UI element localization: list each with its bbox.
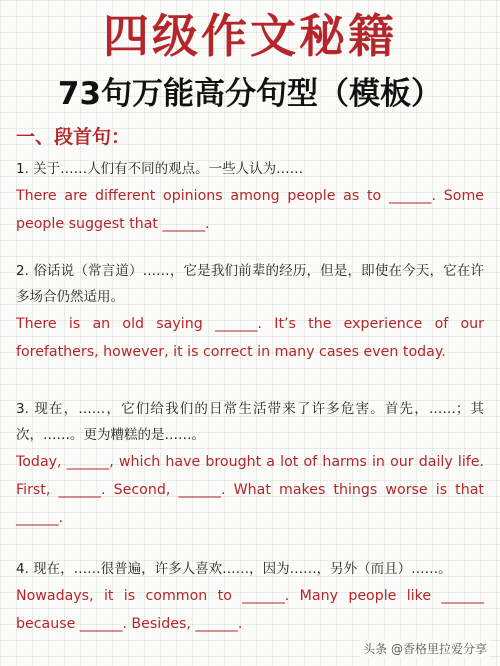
english-text-line: Nowadays, it is common to ______. Many people like ______ xyxy=(16,588,484,604)
page-subtitle: 73句万能高分句型（模板） xyxy=(57,76,443,112)
chinese-text: 2. 俗话说（常言道）……，它是我们前辈的经历，但是，即使在今天，它在许多场合仍然适用。 xyxy=(16,263,484,305)
chinese-text: 4. 现在，……很普遍，许多人喜欢……，因为……，另外（而且）……。 xyxy=(16,561,452,577)
english-text-line: First, ______. Second, ______. What makes things worse is that xyxy=(16,482,484,498)
chinese-text: 1. 关于……人们有不同的观点。一些人认为…… xyxy=(16,161,304,177)
sentence-item-3 xyxy=(16,396,484,532)
english-text-line: There are different opinions among people as to ______. Some xyxy=(16,188,484,204)
sentence-item-2 xyxy=(16,258,484,366)
english-text-line: forefathers, however, it is correct in many cases even today. xyxy=(16,344,446,360)
english-text-line: because ______. Besides, ______. xyxy=(16,616,243,632)
page-title: 四级作文秘籍 xyxy=(103,9,397,63)
watermark-text: 头条 @香格里拉爱分享 xyxy=(360,640,490,658)
english-text-line: ______. xyxy=(16,510,64,526)
sentence-item-4 xyxy=(16,556,484,638)
chinese-text: 3. 现在，……，它们给我们的日常生活带来了许多危害。首先，……；其次，……。更为糟糕的是……。 xyxy=(16,401,484,443)
english-text-line: people suggest that ______. xyxy=(16,216,210,232)
english-text-line: Today, ______, which have brought a lot of harms in our daily life. xyxy=(16,454,484,470)
section-heading: 一、段首句： xyxy=(16,126,131,148)
sentence-item-1 xyxy=(16,156,484,238)
english-text-line: There is an old saying ______. It’s the experience of our xyxy=(16,316,484,332)
